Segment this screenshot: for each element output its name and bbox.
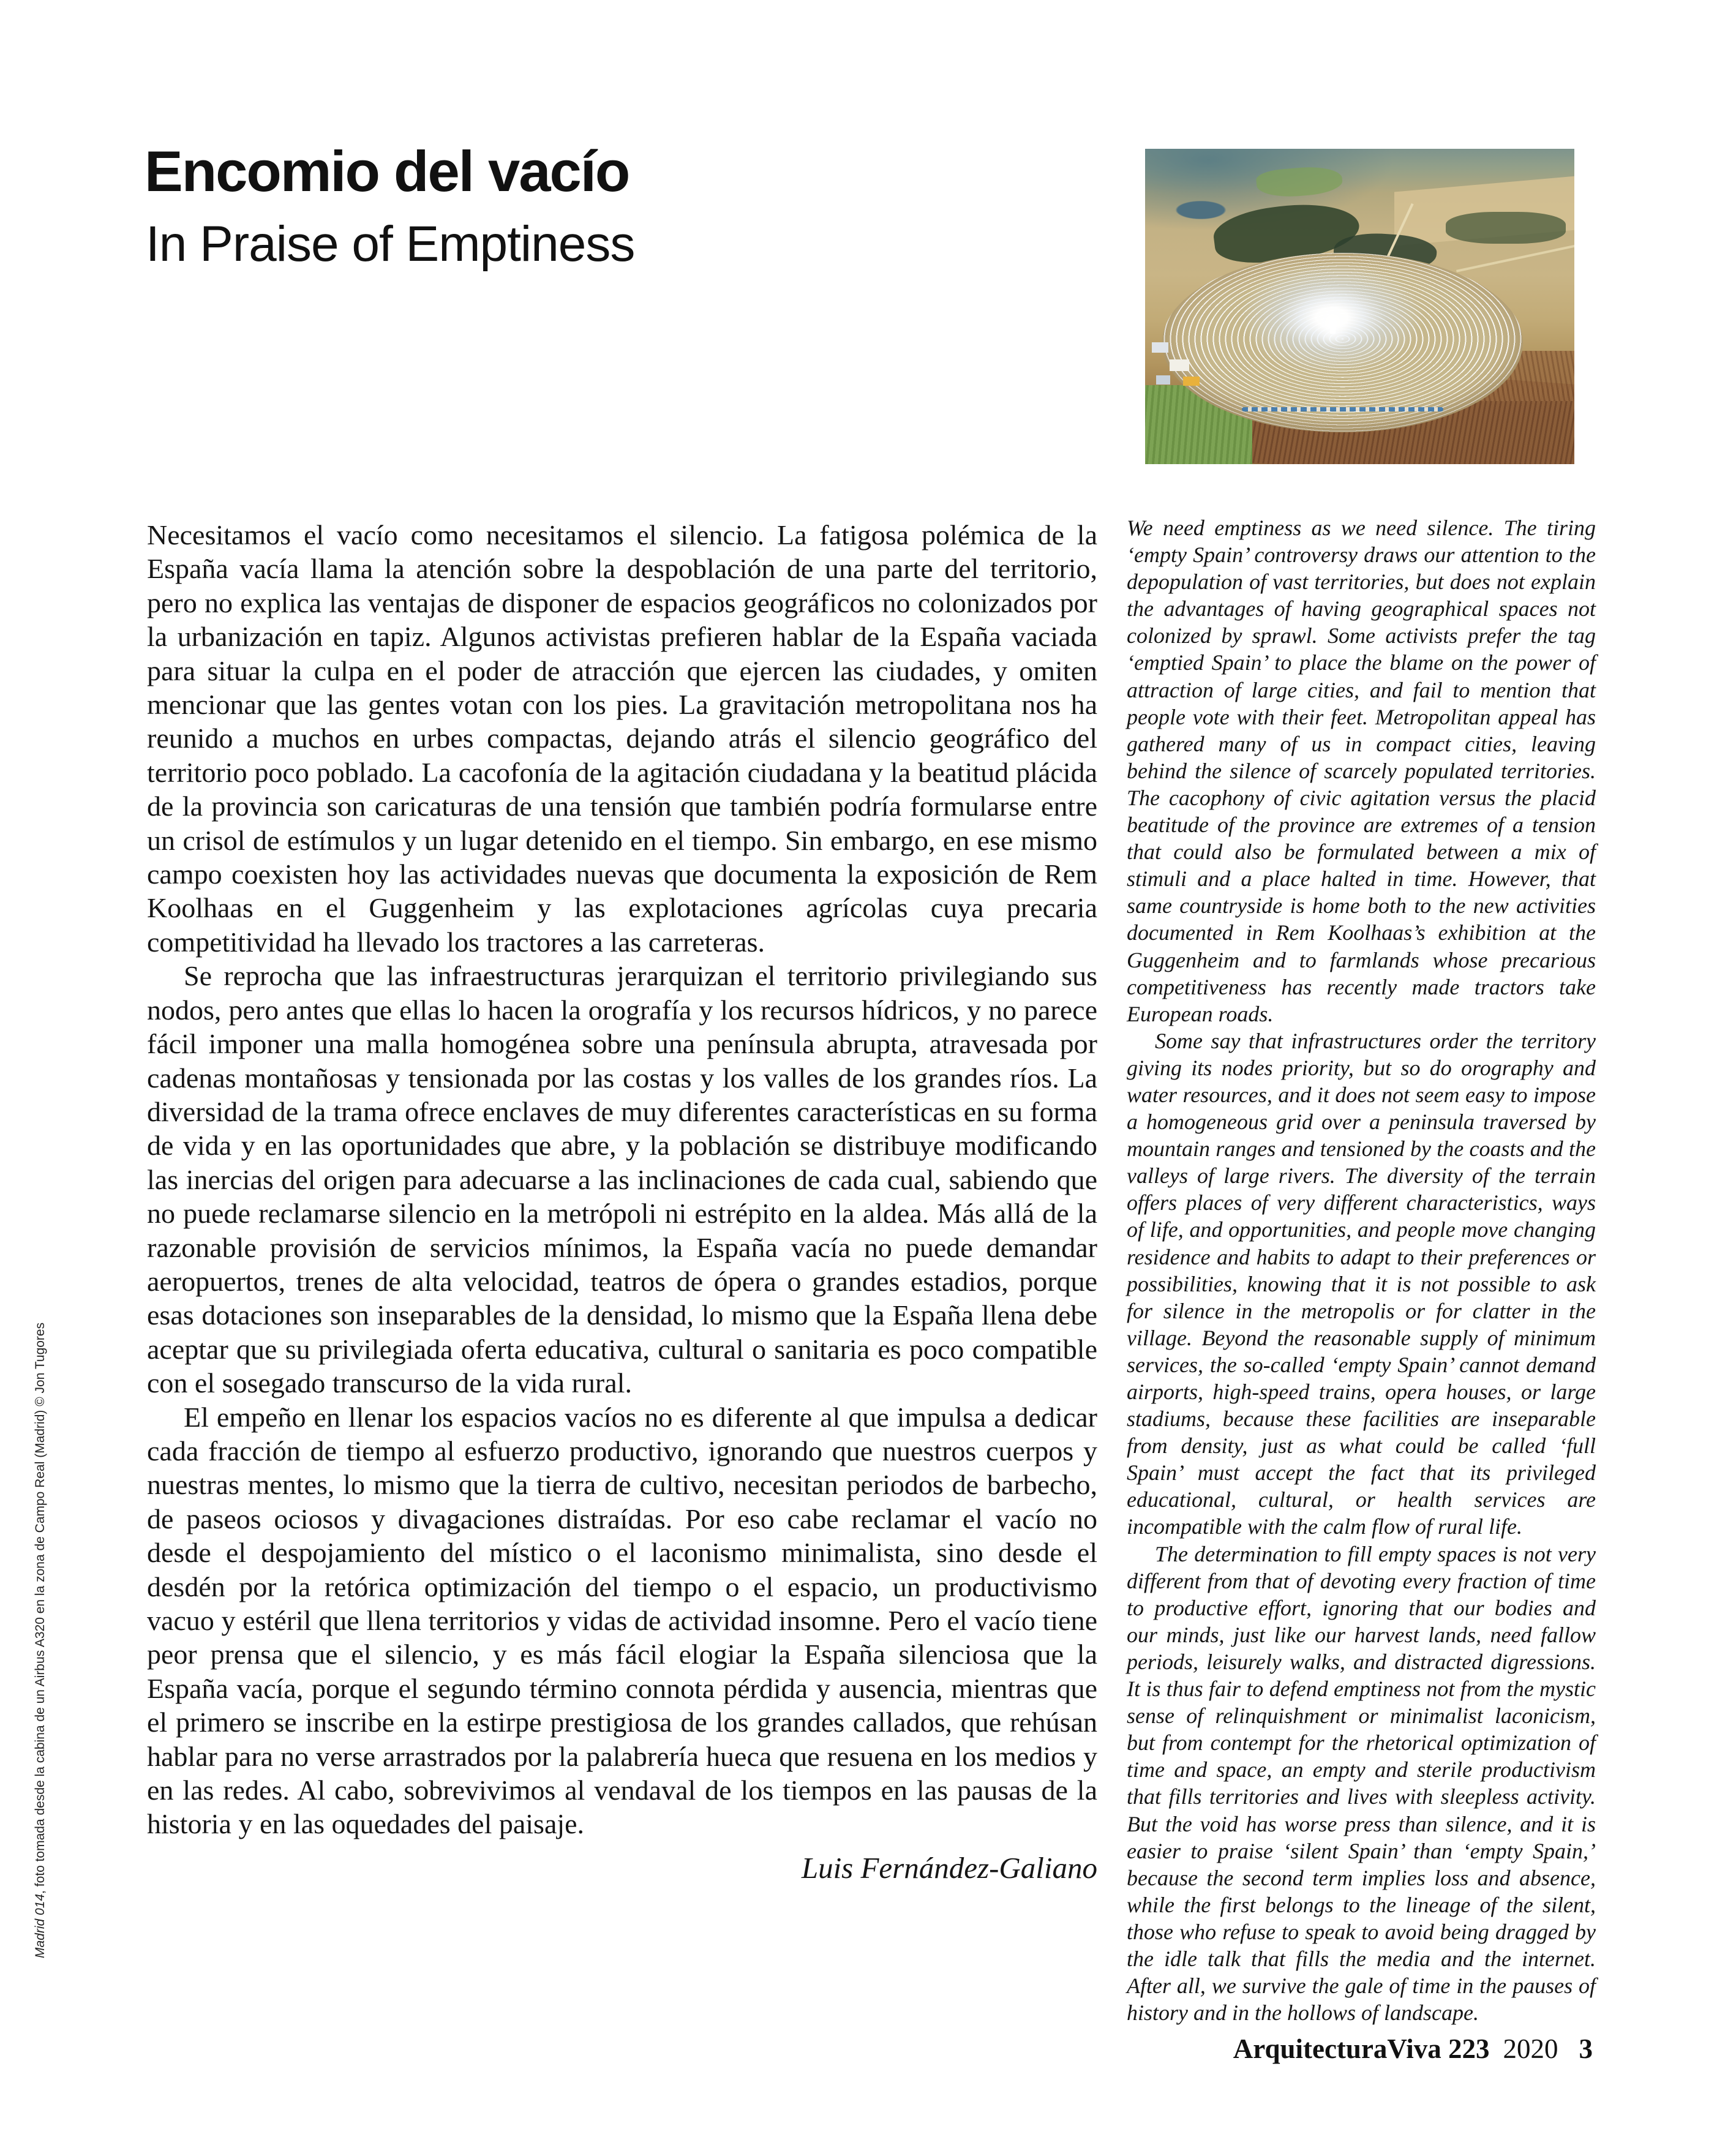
article-spanish bbox=[147, 518, 1097, 1885]
spanish-paragraph: Necesitamos el vacío como necesitamos el silencio. La fatigosa polémica de la España vacía llama la atención sobre la despoblación de una parte del territorio, pero no explica las ventajas de disponer de espacios geográficos no colonizados por la urbanización en tapiz. Algunos activistas prefieren hablar de la España vaciada para situar la culpa en el poder de atracción que ejercen las ciudades, y omiten mencionar que las gentes votan con los pies. La gravitación metropolitana nos ha reunido a muchos en urbes compactas, dejando atrás el silencio geográfico del territorio poco poblado. La cacofonía de la agitación ciudadana y la beatitud plácida de la provincia son caricaturas de una tensión que también podría formularse entre un crisol de estímulos y un lugar detenido en el tiempo. Sin embargo, en ese mismo campo coexisten hoy las actividades nuevas que documenta la exposición de Rem Koolhaas en el Guggenheim y las explotaciones agrícolas cuya precaria competitividad ha llevado los tractores a las carreteras. bbox=[147, 519, 1097, 958]
issue-year: 2020 bbox=[1503, 2033, 1558, 2064]
photo-caption-text: , foto tomada desde la cabina de un Airbus A320 en la zona de Campo Real (Madrid) © Jon Tugores bbox=[33, 1322, 47, 1894]
solar-heliostat-field bbox=[1162, 253, 1523, 433]
english-paragraph: Some say that infrastructures order the territory giving its nodes priority, but so do orography and water resources, and it does not seem easy to impose a homogeneous grid over a peninsula traversed by mountain ranges and tensioned by the coasts and the valleys of large rivers. The diversity of the terrain offers places of very different characteristics, ways of life, and opportunities, and people move changing residence and habits to adapt to their preferences or possibilities, knowing that it is not possible to ask for silence in the metropolis or for clatter in the village. Beyond the reasonable supply of minimum services, the so-called ‘empty Spain’ cannot demand airports, high-speed trains, opera houses, or large stadiums, because these facilities are inseparable from density, just as what could be called ‘full Spain’ must accept the fact that its privileged educational, cultural, or health services are incompatible with the calm flow of rural life. bbox=[1127, 1028, 1596, 1539]
english-paragraph: The determination to fill empty spaces is not very different from that of devoting every fraction of time to productive effort, ignoring that our bodies and our minds, just like our harvest lands, need fallow periods, leisurely walks, and distracted digressions. It is thus fair to defend emptiness not from the mystic sense of relinquishment or minimalist laconicism, but from contempt for the rhetorical optimization of time and space, an empty and sterile productivism that fills territories and lives with sleepless activity. But the void has worse press than silence, and it is easier to praise ‘silent Spain’ than ‘empty Spain,’ because the second term implies loss and absence, while the first belongs to the lineage of the silent, those who refuse to speak to avoid being dragged by the idle talk that fills the media and the internet. After all, we survive the gale of time in the pauses of history and in the hollows of landscape. bbox=[1127, 1541, 1596, 2026]
building bbox=[1156, 375, 1171, 385]
facility-buildings bbox=[1152, 338, 1208, 395]
page-subtitle: In Praise of Emptiness bbox=[146, 216, 635, 272]
photo-caption-title: Madrid 014 bbox=[33, 1893, 47, 1958]
building bbox=[1152, 342, 1168, 353]
magazine-name: ArquitecturaViva 223 bbox=[1233, 2033, 1490, 2064]
author-signature: Luis Fernández-Galiano bbox=[801, 1850, 1097, 1885]
heliostat-row bbox=[1242, 407, 1444, 411]
page-number: 3 bbox=[1579, 2033, 1593, 2064]
photo-caption bbox=[33, 1254, 51, 1958]
building bbox=[1170, 359, 1190, 371]
solar-tower-glare bbox=[1330, 318, 1336, 334]
page-footer bbox=[735, 2033, 1593, 2065]
forest-patch bbox=[1446, 212, 1566, 244]
spanish-paragraph: El empeño en llenar los espacios vacíos no es diferente al que impulsa a dedicar cada fracción de tiempo al esfuerzo productivo, ignorando que nuestros cuerpos y nuestras mentes, lo mismo que la tierra de cultivo, necesitan periodos de barbecho, de paseos ociosos y divagaciones distraídas. Por eso cabe reclamar el vacío no desde el despojamiento del místico o el laconismo minimalista, sino desde el desdén por la retórica optimización del tiempo o el espacio, un productivismo vacuo y estéril que llena territorios y vidas de actividad insomne. Pero el vacío tiene peor prensa que el silencio, y es más fácil elogiar la España silenciosa que la España vacía, porque el segundo término connota pérdida y ausencia, mientras que el primero se inscribe en la estirpe prestigiosa de los grandes callados, que rehúsan hablar para no verse arrastrados por la palabrería hueca que resuena en los medios y en las redes. Al cabo, sobrevivimos al vendaval de los tiempos en las pausas de la historia y en las oquedades del paisaje. bbox=[147, 1401, 1097, 1840]
article-english-translation bbox=[1127, 514, 1596, 2026]
english-paragraph: We need emptiness as we need silence. The tiring ‘empty Spain’ controversy draws our attention to the depopulation of vast territories, but does not explain the advantages of having geographical spaces not colonized by sprawl. Some activists prefer the tag ‘emptied Spain’ to place the blame on the power of attraction of large cities, and fail to mention that people vote with their feet. Metropolitan appeal has gathered many of us in compact cities, leaving behind the silence of scarcely populated territories. The cacophony of civic agitation versus the placid beatitude of the province are extremes of a tension that could also be formulated between a mix of stimuli and a place halted in time. However, that same countryside is home both to the new activities documented in Rem Koolhaas’s exhibition at the Guggenheim and to farmlands whose precarious competitiveness has recently made tractors take European roads. bbox=[1127, 516, 1596, 1026]
aerial-photo bbox=[1145, 149, 1574, 464]
spanish-paragraph: Se reprocha que las infraestructuras jerarquizan el territorio privilegiando sus nodos, pero antes que ellas lo hacen la orografía y los recursos hídricos, y no parece fácil imponer una malla homogénea sobre una península abrupta, atravesada por cadenas montañosas y tensionada por las costas y los valles de los grandes ríos. La diversidad de la trama ofrece enclaves de muy diferentes características en su forma de vida y en las oportunidades que abre, y la población se distribuye modificando las inercias del origen para adecuarse a las inclinaciones de cada cual, sabiendo que no puede reclamarse silencio en la metrópoli ni estrépito en la aldea. Más allá de la razonable provisión de servicios mínimos, la España vacía no puede demandar aeropuertos, trenes de alta velocidad, teatros de ópera o grandes estadios, porque esas dotaciones son inseparables de la densidad, lo mismo que la España llena debe aceptar que su privilegiada oferta educativa, cultural o sanitaria es poco compatible con el sosegado transcurso de la vida rural. bbox=[147, 960, 1097, 1399]
pond-patch bbox=[1171, 199, 1231, 221]
page-title: Encomio del vacío bbox=[145, 139, 629, 203]
building bbox=[1183, 377, 1200, 386]
